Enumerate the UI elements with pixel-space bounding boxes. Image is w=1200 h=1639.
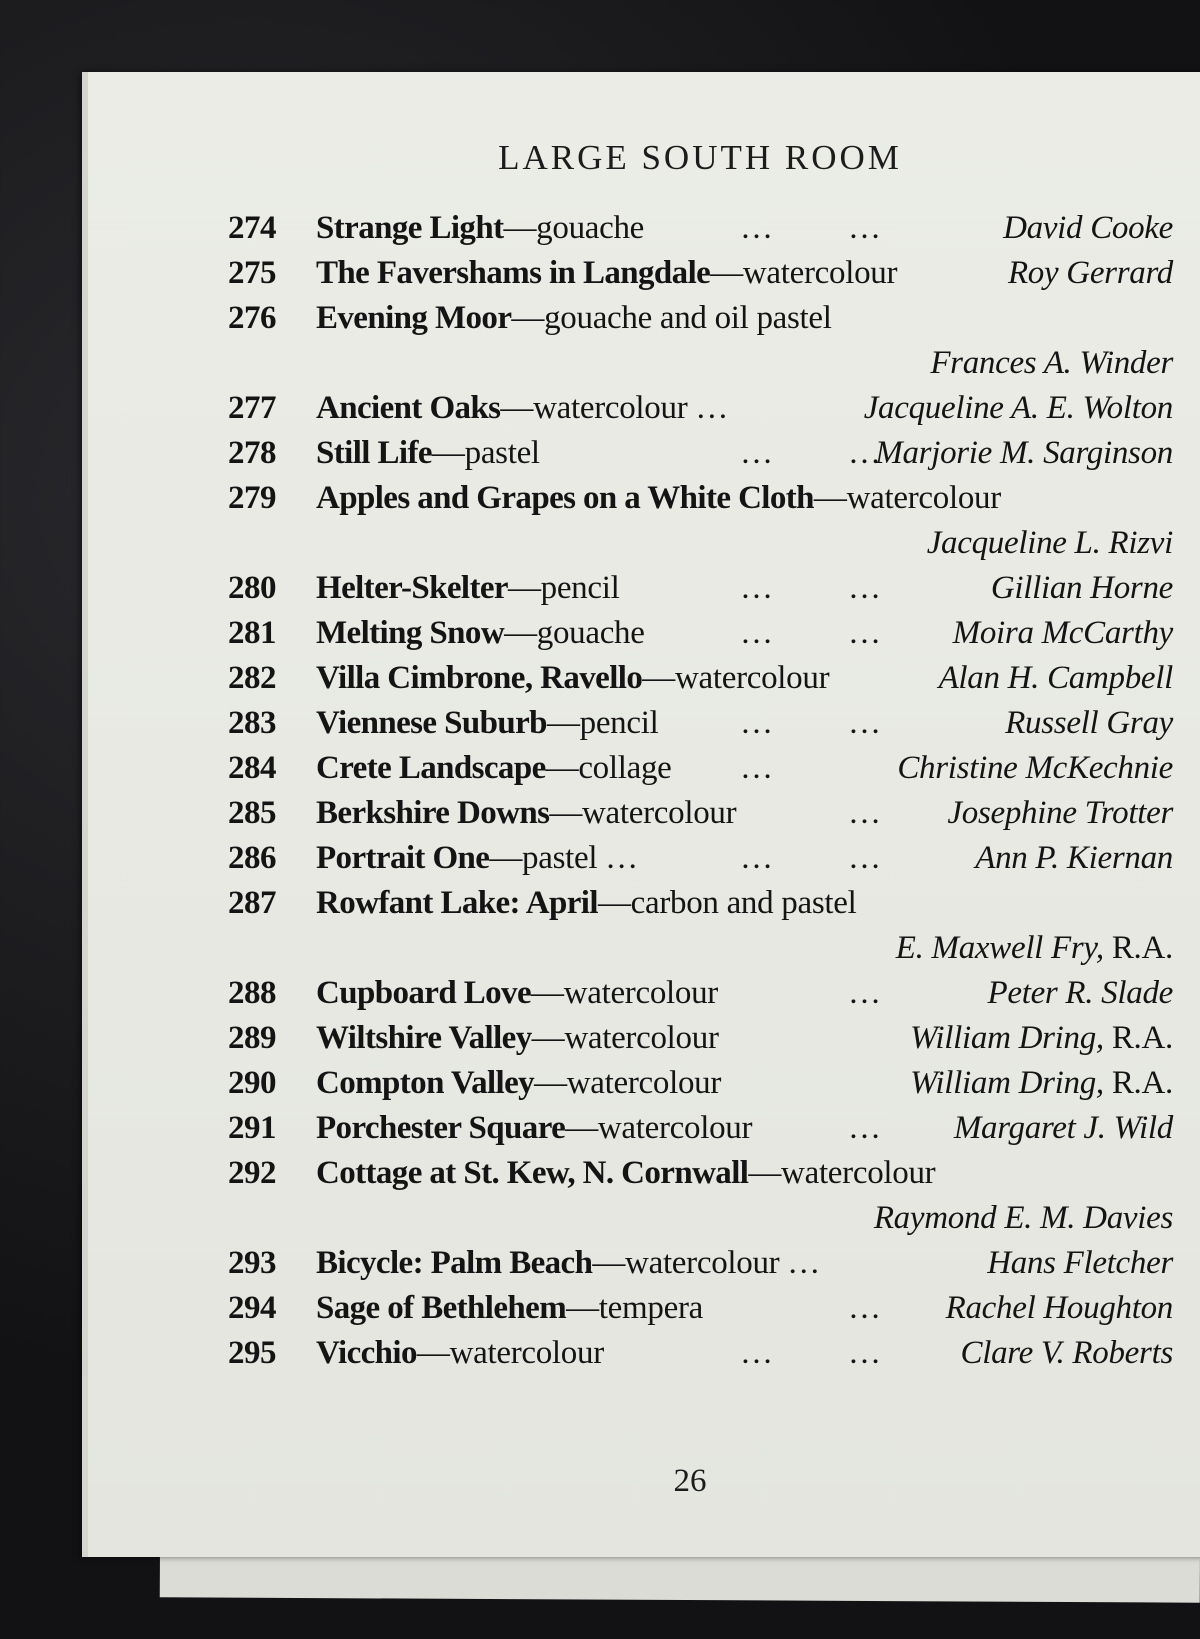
catalogue-entry [228, 1110, 1173, 1154]
artist-name: William Dring, [910, 1020, 1104, 1056]
entry-text [316, 885, 856, 922]
artist-name: William Dring, [910, 1065, 1104, 1101]
entry-artist [1003, 210, 1173, 247]
page-heading: LARGE SOUTH ROOM [498, 138, 902, 177]
entry-medium: —watercolour … [592, 1245, 820, 1281]
entry-artist [910, 1065, 1173, 1102]
entry-medium: —gouache and oil pastel [511, 300, 832, 336]
entry-title: Strange Light [316, 210, 504, 246]
leader-dots: … [848, 210, 881, 246]
entry-number: 295 [228, 1335, 276, 1371]
entry-medium: —watercolour [710, 255, 898, 291]
entry-number: 283 [228, 705, 276, 741]
leader-dots: … [848, 615, 881, 651]
entry-number: 275 [228, 255, 276, 291]
artist-name: Marjorie M. Sarginson [875, 435, 1173, 471]
entry-title: Bicycle: Palm Beach [316, 1245, 593, 1281]
entry-medium: —watercolour [642, 660, 830, 696]
entry-number: 292 [228, 1155, 276, 1191]
artist-name: Rachel Houghton [945, 1290, 1173, 1326]
entry-title: Cottage at St. Kew, N. Cornwall [316, 1155, 749, 1191]
entry-medium: —pastel [431, 435, 540, 471]
catalogue-entry [228, 885, 1173, 929]
entry-title: The Favershams in Langdale [316, 255, 711, 291]
entry-title: Berkshire Downs [316, 795, 550, 831]
catalogue-entry-continuation [228, 930, 1173, 974]
catalogue-entry [228, 1020, 1173, 1064]
artist-honours: R.A. [1111, 930, 1173, 966]
entry-text [316, 660, 829, 697]
entry-text [316, 975, 718, 1012]
leader-dots: … [848, 840, 881, 876]
entry-medium: —pencil [546, 705, 659, 741]
entry-text [316, 1020, 719, 1057]
entry-text [316, 480, 1001, 517]
entry-text [316, 435, 540, 472]
entry-title: Compton Valley [316, 1065, 535, 1101]
catalogue-entry [228, 1290, 1173, 1334]
artist-name: Hans Fletcher [987, 1245, 1173, 1281]
entry-title: Portrait One [316, 840, 490, 876]
artist-name: Josephine Trotter [947, 795, 1173, 831]
entry-medium: —watercolour [531, 975, 718, 1011]
entry-medium: —watercolour [534, 1065, 722, 1101]
leader-dots: … [848, 1110, 881, 1146]
artist-name: Frances A. Winder [930, 345, 1173, 381]
leader-dots: … [848, 705, 881, 741]
entry-text [316, 1245, 820, 1282]
entry-medium: —watercolour [813, 480, 1001, 516]
entry-title: Cupboard Love [316, 975, 531, 1011]
entry-artist [875, 435, 1173, 472]
leader-dots: … [740, 210, 773, 246]
entry-artist [897, 750, 1173, 787]
entry-number: 291 [228, 1110, 276, 1146]
entry-title: Evening Moor [316, 300, 512, 336]
catalogue-entry [228, 1335, 1173, 1379]
entry-title: Rowfant Lake: April [316, 885, 598, 921]
entry-medium: —gouache [504, 615, 645, 651]
artist-name: Margaret J. Wild [953, 1110, 1173, 1146]
catalogue-entry [228, 570, 1173, 614]
catalogue-entry [228, 615, 1173, 659]
artist-name: Moira McCarthy [952, 615, 1173, 651]
entry-number: 289 [228, 1020, 276, 1056]
entry-number: 294 [228, 1290, 276, 1326]
entry-title: Still Life [316, 435, 432, 471]
entry-artist [1008, 255, 1173, 292]
entry-title: Melting Snow [316, 615, 505, 651]
entry-title: Villa Cimbrone, Ravello [316, 660, 643, 696]
entry-text [316, 1335, 604, 1372]
artist-name: E. Maxwell Fry, [895, 930, 1104, 966]
entry-text [316, 795, 736, 832]
entry-artist [954, 1110, 1173, 1147]
entry-title: Ancient Oaks [316, 390, 501, 426]
entry-number: 293 [228, 1245, 276, 1281]
artist-name: Alan H. Campbell [938, 660, 1173, 696]
artist-name: Gillian Horne [990, 570, 1173, 606]
entry-text [316, 210, 644, 247]
entry-title: Viennese Suburb [316, 705, 547, 741]
entry-artist [864, 390, 1173, 427]
entry-number: 282 [228, 660, 276, 696]
entry-artist [987, 1245, 1173, 1282]
artist-honours: R.A. [1111, 1020, 1173, 1056]
catalogue-entry [228, 1245, 1173, 1289]
entry-text [316, 300, 832, 337]
entry-number: 281 [228, 615, 276, 651]
entry-title: Apples and Grapes on a White Cloth [316, 480, 814, 516]
leader-dots: … [848, 1335, 881, 1371]
entry-title: Porchester Square [316, 1110, 566, 1146]
leader-dots: … [848, 795, 881, 831]
entry-medium: —watercolour [531, 1020, 719, 1056]
entry-number: 286 [228, 840, 276, 876]
entry-title: Sage of Bethlehem [316, 1290, 567, 1326]
entry-artist [946, 1290, 1173, 1327]
entry-title: Wiltshire Valley [316, 1020, 532, 1056]
catalogue-entry-continuation [228, 525, 1173, 569]
entry-text [316, 705, 658, 742]
entry-medium: —carbon and pastel [597, 885, 857, 921]
entry-text [316, 1290, 703, 1327]
catalogue-entry [228, 795, 1173, 839]
catalogue-entry [228, 660, 1173, 704]
page-number: 26 [673, 1463, 707, 1499]
entry-number: 279 [228, 480, 276, 516]
entry-number: 277 [228, 390, 276, 426]
entry-artist [947, 795, 1173, 832]
entry-text [316, 1155, 935, 1192]
entry-artist [991, 570, 1173, 607]
artist-name: Russell Gray [1005, 705, 1173, 741]
entry-text [316, 840, 638, 877]
catalogue-entry [228, 480, 1173, 524]
entry-artist [975, 840, 1173, 877]
leader-dots: … [740, 435, 773, 471]
entry-title: Crete Landscape [316, 750, 546, 786]
leader-dots: … [740, 570, 773, 606]
artist-name: Jacqueline L. Rizvi [926, 525, 1173, 561]
entry-artist [927, 525, 1173, 562]
leader-dots: … [740, 705, 773, 741]
catalogue-entry-continuation [228, 345, 1173, 389]
catalogue-entry [228, 705, 1173, 749]
entry-artist [1005, 705, 1173, 742]
artist-name: David Cooke [1003, 210, 1173, 246]
catalogue-entry [228, 750, 1173, 794]
entry-artist [874, 1200, 1173, 1237]
leader-dots: … [848, 570, 881, 606]
entry-text [316, 1110, 752, 1147]
entry-number: 287 [228, 885, 276, 921]
entry-medium: —watercolour [416, 1335, 604, 1371]
entry-text [316, 1065, 721, 1102]
entry-medium: —pencil [507, 570, 620, 606]
entry-number: 288 [228, 975, 276, 1011]
catalogue-entry [228, 300, 1173, 344]
artist-name: Peter R. Slade [987, 975, 1173, 1011]
entry-number: 290 [228, 1065, 276, 1101]
entry-number: 284 [228, 750, 276, 786]
entry-text [316, 750, 672, 787]
entry-artist [953, 615, 1173, 652]
entry-number: 274 [228, 210, 276, 246]
entry-artist [896, 930, 1173, 967]
leader-dots: … [740, 615, 773, 651]
catalogue-entry [228, 255, 1173, 299]
entry-artist [910, 1020, 1173, 1057]
entry-artist [988, 975, 1174, 1012]
entry-text [316, 570, 619, 607]
leader-dots: … [848, 435, 881, 471]
entry-text [316, 390, 728, 427]
leader-dots: … [740, 1335, 773, 1371]
entry-medium: —pastel … [489, 840, 638, 876]
entry-medium: —watercolour [748, 1155, 936, 1191]
leader-dots: … [740, 750, 773, 786]
entry-artist [939, 660, 1173, 697]
catalogue-entry-continuation [228, 1200, 1173, 1244]
artist-name: Jacqueline A. E. Wolton [863, 390, 1173, 426]
artist-name: Raymond E. M. Davies [873, 1200, 1173, 1236]
leader-dots: … [740, 840, 773, 876]
catalogue-entry [228, 390, 1173, 434]
leader-dots: … [848, 1290, 881, 1326]
catalogue-entry [228, 435, 1173, 479]
catalogue-entry [228, 1065, 1173, 1109]
entry-medium: —watercolour … [500, 390, 729, 426]
entry-artist [930, 345, 1173, 382]
entry-medium: —tempera [566, 1290, 703, 1326]
entry-medium: —watercolour [565, 1110, 753, 1146]
entry-text [316, 615, 645, 652]
artist-name: Clare V. Roberts [960, 1335, 1173, 1371]
artist-name: Christine McKechnie [897, 750, 1173, 786]
entry-number: 285 [228, 795, 276, 831]
artist-name: Roy Gerrard [1007, 255, 1173, 291]
entry-medium: —watercolour [549, 795, 737, 831]
entry-title: Helter-Skelter [316, 570, 508, 606]
catalogue-entry [228, 975, 1173, 1019]
leader-dots: … [848, 975, 881, 1011]
entry-artist [961, 1335, 1173, 1372]
entry-title: Vicchio [316, 1335, 417, 1371]
entry-medium: —gouache [503, 210, 645, 246]
artist-honours: R.A. [1111, 1065, 1173, 1101]
entry-medium: —collage [545, 750, 672, 786]
catalogue-entry [228, 210, 1173, 254]
catalogue-entry [228, 1155, 1173, 1199]
entry-text [316, 255, 897, 292]
artist-name: Ann P. Kiernan [975, 840, 1173, 876]
entry-number: 278 [228, 435, 276, 471]
catalogue-entry [228, 840, 1173, 884]
entry-number: 280 [228, 570, 276, 606]
entry-number: 276 [228, 300, 276, 336]
